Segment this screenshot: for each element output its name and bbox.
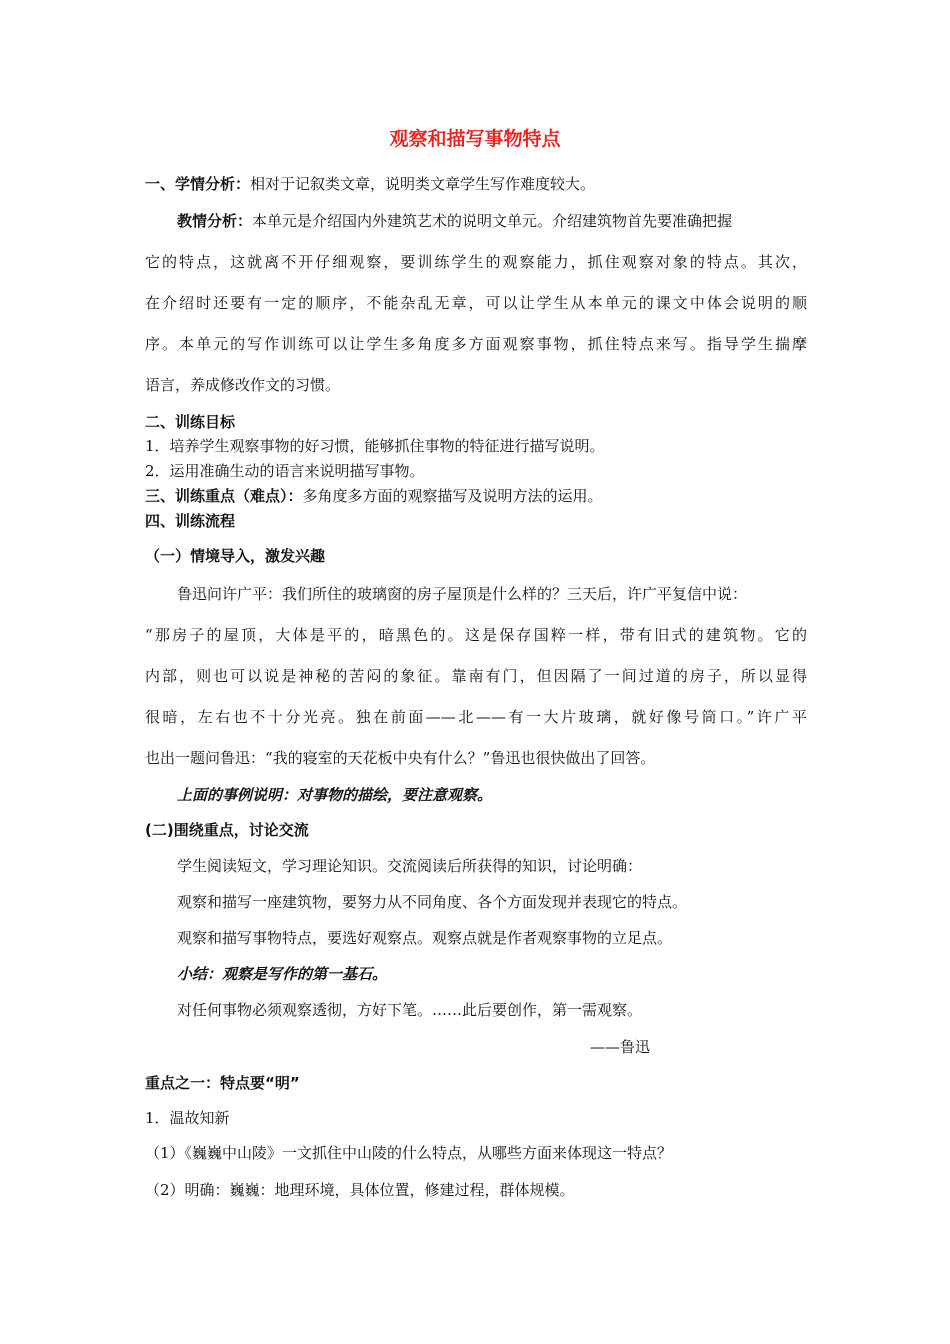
learning-analysis-text: 相对于记叙类文章，说明类文章学生写作难度较大。 bbox=[250, 175, 596, 193]
teaching-analysis-text1: 本单元是介绍国内外建筑艺术的说明文单元。介绍建筑物首先要准确把握 bbox=[252, 212, 733, 230]
training-focus bbox=[145, 486, 603, 506]
teaching-analysis-line1 bbox=[177, 211, 732, 231]
goals-heading: 二、训练目标 bbox=[145, 413, 236, 431]
key1-question-1: （1）《巍巍中山陵》一文抓住中山陵的什么特点，从哪些方面来体现这一特点？ bbox=[145, 1144, 673, 1162]
story-conclusion: 上面的事例说明：对事物的描绘，要注意观察。 bbox=[177, 786, 493, 804]
step2-paragraph-2: 观察和描写一座建筑物，要努力从不同角度、各个方面发现并表现它的特点。 bbox=[177, 893, 688, 911]
story-line3: 内部，则也可以说是神秘的苦闷的象征。靠南有门，但因隔了一间过道的房子，所以显得 bbox=[145, 667, 807, 685]
story-line1: 鲁迅问许广平：我们所住的玻璃窗的房子屋顶是什么样的？三天后，许广平复信中说： bbox=[177, 585, 748, 603]
teaching-analysis-label: 教情分析： bbox=[177, 212, 253, 230]
story-line2: “那房子的屋顶，大体是平的，暗黑色的。这是保存国粹一样，带有旧式的建筑物。它的 bbox=[145, 626, 807, 644]
training-focus-text: 多角度多方面的观察描写及说明方法的运用。 bbox=[302, 487, 603, 505]
teaching-analysis-line3: 在介绍时还要有一定的顺序，不能杂乱无章，可以让学生从本单元的课文中体会说明的顺 bbox=[145, 294, 807, 312]
story-line5: 也出一题问鲁迅：“我的寝室的天花板中央有什么？”鲁迅也很快做出了回答。 bbox=[145, 749, 656, 767]
key1-heading: 重点之一：特点要“明” bbox=[145, 1074, 300, 1092]
goal-item-1: 1．培养学生观察事物的好习惯，能够抓住事物的特征进行描写说明。 bbox=[145, 437, 605, 455]
teaching-analysis-line2: 它的特点，这就离不开仔细观察，要训练学生的观察能力，抓住观察对象的特点。其次， bbox=[145, 253, 807, 271]
quote-author: ——鲁迅 bbox=[590, 1038, 651, 1056]
luxun-quote: 对任何事物必须观察透彻，方好下笔。……此后要创作，第一需观察。 bbox=[177, 1001, 643, 1019]
learning-analysis bbox=[145, 174, 595, 194]
step1-heading: （一）情境导入，激发兴趣 bbox=[145, 547, 326, 565]
key1-question-2: （2）明确：巍巍：地理环境，具体位置，修建过程，群体规模。 bbox=[145, 1181, 575, 1199]
summary: 小结：观察是写作的第一基石。 bbox=[177, 965, 388, 983]
story-line4: 很暗，左右也不十分光亮。独在前面——北——有一大片玻璃，就好像号筒口。”许广平 bbox=[145, 708, 807, 726]
step2-heading: (二)围绕重点，讨论交流 bbox=[145, 821, 309, 839]
goal-item-2: 2．运用准确生动的语言来说明描写事物。 bbox=[145, 462, 425, 480]
step2-paragraph-3: 观察和描写事物特点，要选好观察点。观察点就是作者观察事物的立足点。 bbox=[177, 929, 673, 947]
step2-paragraph-1: 学生阅读短文，学习理论知识。交流阅读后所获得的知识，讨论明确： bbox=[177, 857, 643, 875]
teaching-analysis-line5: 语言，养成修改作文的习惯。 bbox=[145, 376, 341, 394]
key1-item-1: 1．温故知新 bbox=[145, 1109, 230, 1127]
process-heading: 四、训练流程 bbox=[145, 512, 236, 530]
learning-analysis-label: 一、学情分析： bbox=[145, 175, 251, 193]
document-title: 观察和描写事物特点 bbox=[389, 128, 561, 150]
training-focus-label: 三、训练重点（难点）： bbox=[145, 487, 303, 505]
teaching-analysis-line4: 序。本单元的写作训练可以让学生多角度多方面观察事物，抓住特点来写。指导学生揣摩 bbox=[145, 335, 807, 353]
